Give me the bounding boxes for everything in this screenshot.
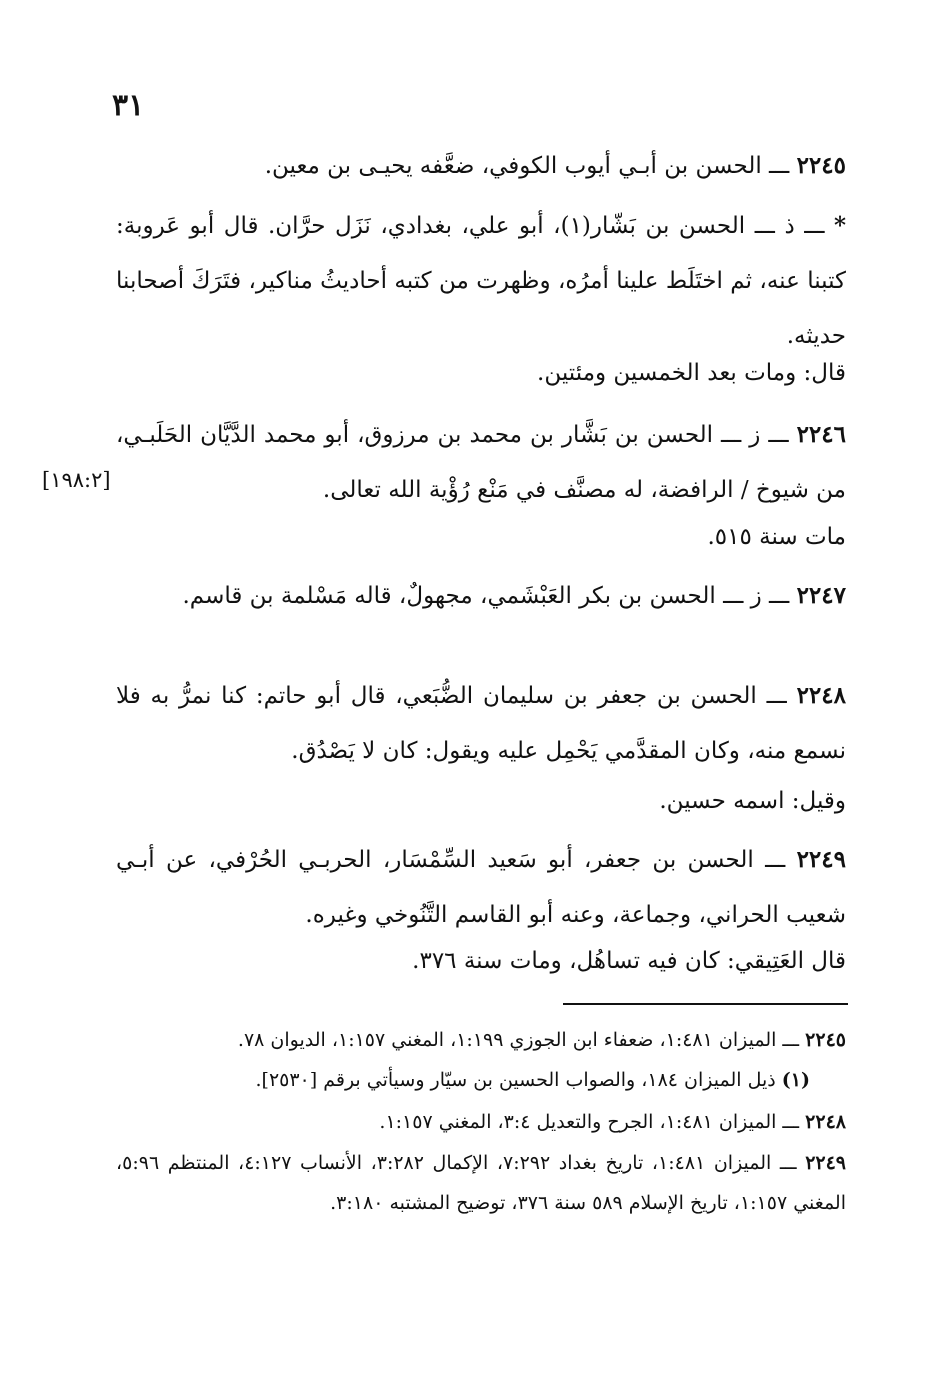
footnote-text: ـــ الميزان ١:٤٨١، الجرح والتعديل ٣:٤، المغني ١:١٥٧. xyxy=(379,1111,800,1133)
footnote-number: ٢٢٤٥ xyxy=(805,1029,846,1051)
entry-text: ـــ الحسن بن جعفر بن سليمان الضُّبَعي، قال أبو حاتم: كنا نمرُّ به فلا نسمع منه، وكان المقدَّمي يَحْمِل عليه ويقول: كان لا يَصْدُق. xyxy=(116,683,846,764)
entry-dhal-hasan-bashshar xyxy=(116,198,846,364)
entry-text: ـــ ز ـــ الحسن بن بَشَّار بن محمد بن مرزوق، أبو محمد الدَّيَّان الحَلَبـي، من شيوخ / الرافضة، له مصنَّف في مَنْع رُؤْية الله تعالى. xyxy=(116,422,846,503)
entry-text: وقيل: اسمه حسين. xyxy=(659,788,846,814)
entry-2249 xyxy=(116,832,846,943)
entry-text: ـــ ذ ـــ الحسن بن بَشّار(١)، أبو علي، بغدادي، نَزَل حرَّان. قال أبو عَروبة: كتبنا عنه، ثم اختَلَط علينا أمرُه، وظهرت من كتبه أحاديثُ مناكير، فتَرَكَ أصحابنا حديثه. xyxy=(116,213,846,349)
margin-reference: [١٩٨:٢] xyxy=(42,468,111,492)
footnote-2248 xyxy=(116,1102,846,1142)
footnote-text: ذيل الميزان ١٨٤، والصواب الحسين بن سيّار وسيأتي برقم [٢٥٣٠]. xyxy=(255,1069,776,1091)
footnote-number: (١) xyxy=(781,1069,810,1091)
entry-text: ـــ الحسن بن أبـي أيوب الكوفي، ضعَّفه يحيـى بن معين. xyxy=(264,153,790,179)
footnote-2245 xyxy=(116,1020,846,1060)
entry-2248-continuation xyxy=(116,774,846,829)
entry-2249-continuation xyxy=(116,934,846,989)
entry-number: ٢٢٤٥ xyxy=(796,152,846,179)
entry-number: ٢٢٤٧ xyxy=(796,582,846,609)
entry-text: ـــ الحسن بن جعفر، أبو سَعيد السِّمْسَار، الحربـي الحُرْفي، عن أبـي شعيب الحراني، وجماعة، وعنه أبو القاسم التَّنُوخي وغيره. xyxy=(116,847,846,928)
entry-number: ٢٢٤٦ xyxy=(796,421,846,448)
entry-2246 xyxy=(116,407,846,518)
entry-2246-continuation xyxy=(116,510,846,565)
footnote-number: ٢٢٤٩ xyxy=(805,1152,847,1174)
page-number: ٣١ xyxy=(112,88,145,123)
footnote-2249 xyxy=(116,1143,846,1223)
footnote-number: ٢٢٤٨ xyxy=(805,1111,846,1133)
entry-dhal-continuation xyxy=(116,346,846,401)
entry-2247 xyxy=(116,568,846,624)
entry-text: قال: ومات بعد الخمسين ومئتين. xyxy=(537,360,846,386)
entry-2248 xyxy=(116,668,846,779)
entry-text: ـــ ز ـــ الحسن بن بكر العَبْشَمي، مجهولٌ، قاله مَسْلمة بن قاسم. xyxy=(182,583,790,609)
footnote-1 xyxy=(116,1060,810,1100)
footnote-text: ـــ الميزان ١:٤٨١، ضعفاء ابن الجوزي ١:١٩٩، المغني ١:١٥٧، الديوان ٧٨. xyxy=(237,1029,800,1051)
entry-number: ٢٢٤٩ xyxy=(796,846,846,873)
entry-number: ٢٢٤٨ xyxy=(796,682,846,709)
footnote-text: ـــ الميزان ١:٤٨١، تاريخ بغداد ٧:٢٩٢، الإكمال ٣:٢٨٢، الأنساب ٤:١٢٧، المنتظم ٥:٩٦، المغني ١:١٥٧، تاريخ الإسلام ٥٨٩ سنة ٣٧٦، توضيح المشتبه ٣:١٨٠. xyxy=(116,1152,846,1214)
entry-text: قال العَتِيقي: كان فيه تساهُل، ومات سنة ٣٧٦. xyxy=(412,948,846,974)
entry-text: مات سنة ٥١٥. xyxy=(707,524,846,550)
entry-marker: * xyxy=(833,212,846,239)
footnote-separator xyxy=(563,1003,848,1005)
entry-2245 xyxy=(116,138,846,194)
